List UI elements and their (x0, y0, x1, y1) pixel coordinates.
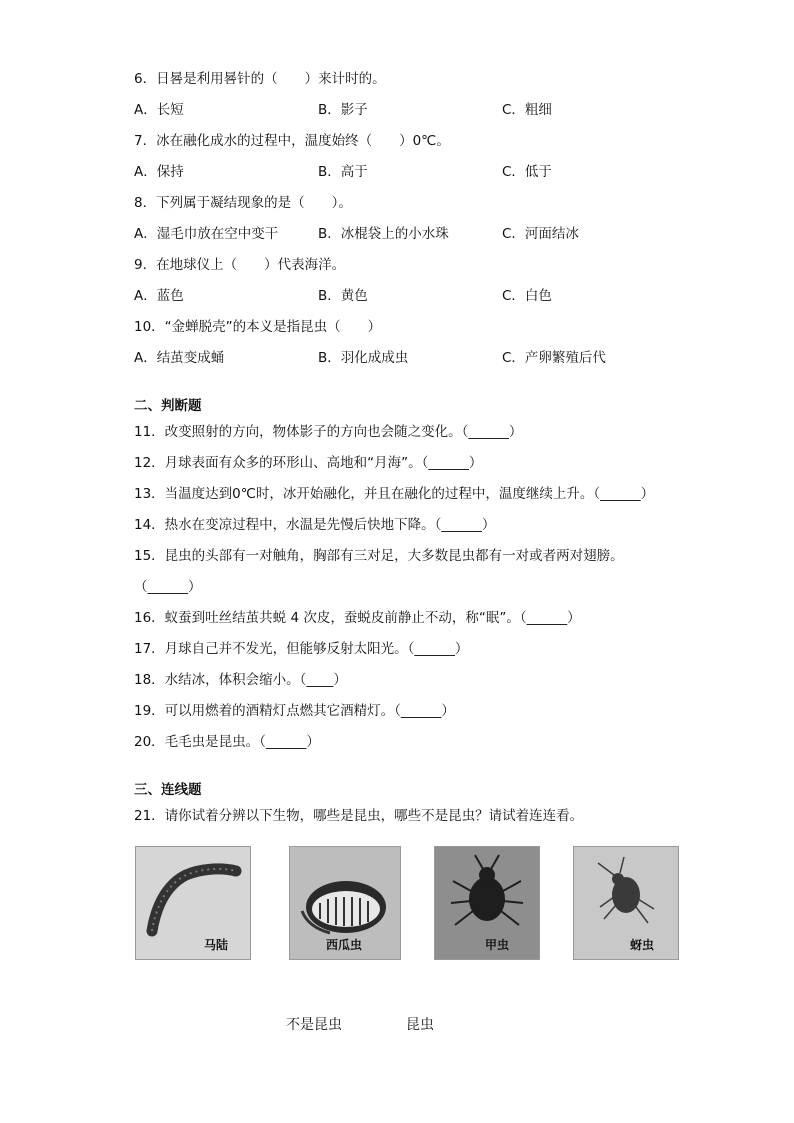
judgment-20: 20．毛毛虫是昆虫。（______） (134, 734, 320, 750)
question-8-stem: 8．下列属于凝结现象的是（ ）。 (134, 195, 352, 211)
q10-option-a: A．结茧变成蛹 (134, 350, 225, 366)
question-9-stem: 9．在地球仪上（ ）代表海洋。 (134, 257, 346, 273)
q7-option-c: C．低于 (502, 164, 552, 180)
photo-caption-beetle: 甲虫 (485, 938, 510, 952)
photo-beetle[interactable] (434, 846, 540, 960)
label-not-insect[interactable]: 不是昆虫 (286, 1017, 342, 1033)
judgment-15-blank: （______） (134, 579, 202, 595)
photo-millipede[interactable] (135, 846, 251, 960)
photo-caption-pillbug: 西瓜虫 (326, 938, 363, 952)
section-2-title: 二、判断题 (134, 398, 202, 414)
judgment-19: 19．可以用燃着的酒精灯点燃其它酒精灯。（______） (134, 703, 455, 719)
q8-option-b: B．冰棍袋上的小水珠 (318, 226, 449, 242)
judgment-18: 18．水结冰，体积会缩小。（____） (134, 672, 347, 688)
judgment-11: 11．改变照射的方向，物体影子的方向也会随之变化。（______） (134, 424, 523, 440)
q9-option-a: A．蓝色 (134, 288, 184, 304)
photo-caption-millipede: 马陆 (204, 938, 229, 952)
label-insect[interactable]: 昆虫 (406, 1017, 434, 1033)
q6-option-b: B．影子 (318, 102, 368, 118)
judgment-14: 14．热水在变凉过程中，水温是先慢后快地下降。（______） (134, 517, 496, 533)
photo-aphid[interactable] (573, 846, 679, 960)
q8-option-c: C．河面结冰 (502, 226, 579, 242)
q9-option-c: C．白色 (502, 288, 552, 304)
q6-option-c: C．粗细 (502, 102, 552, 118)
q8-option-a: A．湿毛巾放在空中变干 (134, 226, 279, 242)
judgment-13: 13．当温度达到0℃时，冰开始融化，并且在融化的过程中，温度继续上升。（______） (134, 486, 655, 502)
question-10-stem: 10．“金蝉脱壳”的本义是指昆虫（ ） (134, 319, 382, 335)
q9-option-b: B．黄色 (318, 288, 368, 304)
judgment-12: 12．月球表面有众多的环形山、高地和“月海”。（______） (134, 455, 483, 471)
millipede-icon (136, 847, 250, 959)
q7-option-a: A．保持 (134, 164, 184, 180)
photo-caption-aphid: 蚜虫 (630, 938, 655, 952)
q10-option-b: B．羽化成成虫 (318, 350, 409, 366)
q10-option-c: C．产卵繁殖后代 (502, 350, 606, 366)
aphid-icon (574, 847, 678, 959)
q7-option-b: B．高于 (318, 164, 368, 180)
question-7-stem: 7．冰在融化成水的过程中，温度始终（ ）0℃。 (134, 133, 450, 149)
question-21-stem: 21．请你试着分辨以下生物，哪些是昆虫，哪些不是昆虫？请试着连连看。 (134, 808, 584, 824)
q6-option-a: A．长短 (134, 102, 184, 118)
judgment-17: 17．月球自己并不发光，但能够反射太阳光。（______） (134, 641, 469, 657)
judgment-15: 15．昆虫的头部有一对触角，胸部有三对足，大多数昆虫都有一对或者两对翅膀。 (134, 548, 624, 564)
question-6-stem: 6．日晷是利用晷针的（ ）来计时的。 (134, 71, 386, 87)
judgment-16: 16．蚁蚕到吐丝结茧共蜕 4 次皮，蚕蜕皮前静止不动，称“眠”。（______） (134, 610, 581, 626)
photo-pillbug[interactable] (289, 846, 401, 960)
section-3-title: 三、连线题 (134, 782, 202, 798)
